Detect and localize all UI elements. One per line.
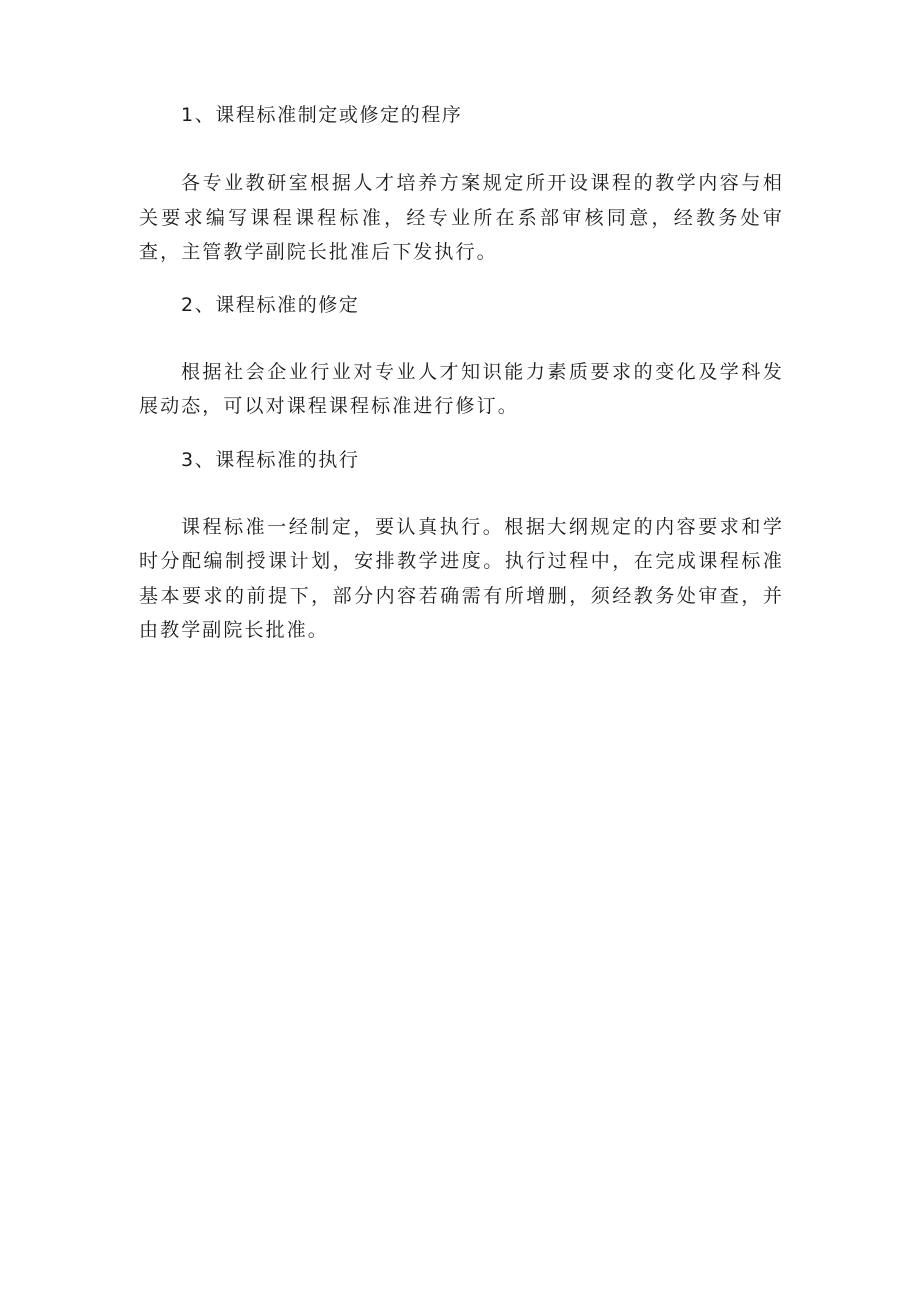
section-paragraph-procedure: 各专业教研室根据人才培养方案规定所开设课程的教学内容与相关要求编写课程课程标准，经专业所在系部审核同意，经教务处审查，主管教学副院长批准后下发执行。 — [139, 172, 784, 263]
section-heading-revision: 2、课程标准的修定 — [181, 293, 360, 316]
section-heading-procedure: 1、课程标准制定或修定的程序 — [181, 104, 463, 126]
section-paragraph-revision: 根据社会企业行业对专业人才知识能力素质要求的变化及学科发展动态，可以对课程课程标准进行修订。 — [139, 360, 784, 417]
section-paragraph-execution: 课程标准一经制定，要认真执行。根据大纲规定的内容要求和学时分配编制授课计划，安排教学进度。执行过程中，在完成课程标准基本要求的前提下，部分内容若确需有所增删，须经教务处审查，并由教学副院长批准。 — [139, 515, 784, 641]
document-body — [139, 96, 784, 648]
section-heading-execution: 3、课程标准的执行 — [181, 448, 360, 471]
